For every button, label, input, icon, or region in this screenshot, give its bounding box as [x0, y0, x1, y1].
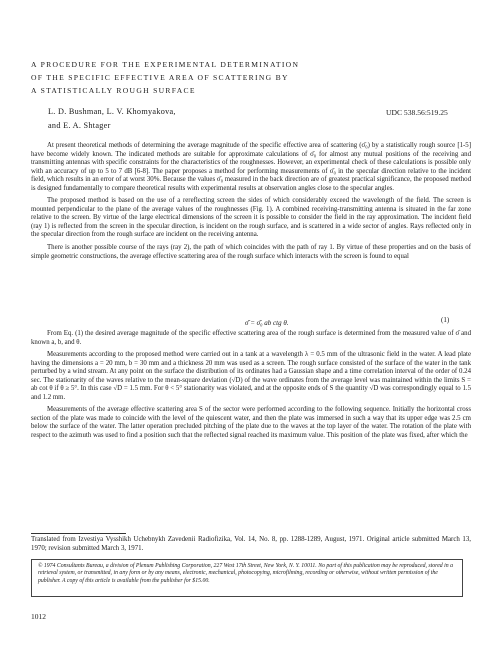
- copyright-notice: © 1974 Consultants Bureau, a division of Plenum Publishing Corporation, 227 West 17th Street, New York, N. Y. 10011. No part of this publication may be reproduced, stored in a retrieval system, or transmitted, in any form or by any means, electronic, mechanical, photocopying, microfilming, recording or otherwise, without written permission of the publisher. A copy of this article is available from the publisher for $15.00.: [31, 559, 463, 597]
- title-line: OF THE SPECIFIC EFFECTIVE AREA OF SCATTERING BY: [31, 73, 289, 83]
- paragraph: From Eq. (1) the desired average magnitude of the specific effective scattering area of the rough surface is determined from the measured value of σ̄ and known a, b, and θ.: [31, 330, 471, 346]
- title-line: A PROCEDURE FOR THE EXPERIMENTAL DETERMINATION: [31, 60, 300, 69]
- udc-code: UDC 538.56:519.25: [386, 108, 448, 117]
- article-title: [31, 58, 411, 98]
- paragraph: The proposed method is based on the use of a rereflecting screen the sides of which considerably exceed the wavelength of the field. The screen is mounted perpendicular to the plane of the average values of the roughnesses (Fig. 1). A combined receiving-transmitting antenna is situated in the far zone relative to the screen. By virtue of the large electrical dimensions of the screen it is possible to consider the field in the ray approximation. The incident field (ray 1) is reflected from the screen in the specular direction, is incident on the rough surface, and is scattered in a wide sector of angles. Rays reflected only in the specular direction from the rough surface are incident on the receiving antenna.: [31, 197, 471, 239]
- paragraph: At present theoretical methods of determining the average magnitude of the specific effective area of scattering (σ̄₀) by a statistically rough source [1-5] have become widely known. The indicated methods are suitable for approximate calculations of σ̄₀ for almost any mutual positions of the receiving and transmitting antennas with specific constraints for the characteristics of the roughnesses. However, an experimental check of these calculations is possible only with an accuracy of up to 5 to 7 dB [6-8]. The paper proposes a method for performing measurements of σ̄₀ in the specular direction relative to the incident field, which results in an error of at worst 30%. Because the values σ̄₀ measured in the back direction are of greatest practical significance, the proposed method is designed fundamentally to compare theoretical results with experimental results at observation angles close to the specular angles.: [31, 142, 471, 192]
- paragraph: Measurements of the average effective scattering area S of the sector were performed according to the following sequence. Initially the horizontal cross section of the plate was made to coincide with the level of the quiescent water, and then the plate was immersed in such a way that its upper edge was 2.5 cm below the surface of the water. The latter operation precluded pitching of the plate due to the waves at the top layer of the water. The rotation of the plate with respect to the azimuth was used to find a position such that the reflected signal reached its maximum value. This position of the plate was fixed, after which the: [31, 406, 471, 440]
- equation-formula: σ̄ = σ̄₀ ab ctg θ.: [245, 319, 289, 327]
- author-list: [48, 105, 176, 133]
- author-line: and E. A. Shtager: [48, 121, 111, 130]
- body-text-bottom: [31, 330, 471, 445]
- body-text-top: [31, 142, 471, 265]
- page-number: 1012: [31, 612, 46, 621]
- paragraph: Measurements according to the proposed method were carried out in a tank at a wavelength λ = 0.5 mm of the ultrasonic field in the water. A lead plate having the dimensions a = 20 mm, b = 30 mm and a thickness 20 mm was used as a screen. The rough surface consisted of the surface of the water in the tank perturbed by a wind stream. At any point on the surface the distribution of its ordinates had a Gaussian shape and a time correlation interval of the order of 0.24 sec. The stationarity of the waves relative to the mean-square deviation (√D) of the wave ordinates from the average level was maintained within the limits S = ab cot θ if θ ≥ 5°. In this case √D = 1.5 mm. For θ < 5° stationarity was violated, and at the opposite ends of S the quantity √D was correspondingly equal to 1.5 and 1.2 mm.: [31, 351, 471, 401]
- equation-number: (1): [441, 316, 450, 324]
- author-line: L. D. Bushman, L. V. Khomyakova,: [48, 107, 176, 116]
- paragraph: There is another possible course of the rays (ray 2), the path of which coincides with the path of ray 1. By virtue of these properties and on the basis of simple geometric constructions, the average effective scattering area of the rough surface which interacts with the screen is found to equal: [31, 244, 471, 260]
- translation-footnote: Translated from Izvestiya Vysshikh Uchebnykh Zavedenii Radiofizika, Vol. 14, No. 8, pp. 1288-1289, August, 1971. Original article submitted March 13, 1970; revision submitted March 3, 1971.: [31, 536, 471, 552]
- title-line: A STATISTICALLY ROUGH SURFACE: [31, 86, 196, 96]
- footnote-divider: [31, 533, 126, 534]
